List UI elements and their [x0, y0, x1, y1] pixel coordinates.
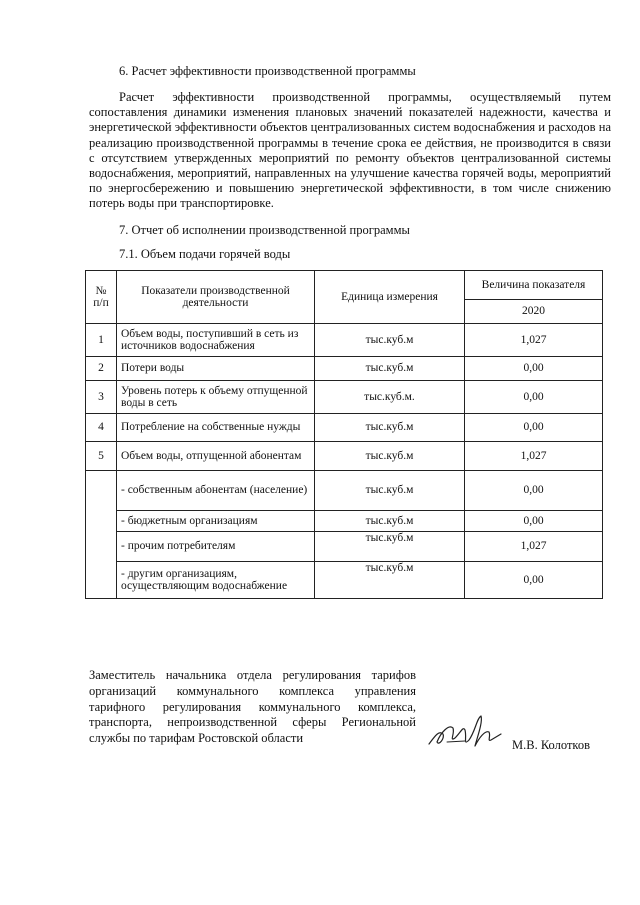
- handwritten-signature: [425, 712, 505, 756]
- row-value: 0,00: [465, 357, 603, 381]
- row-value: 0,00: [465, 414, 603, 442]
- row-unit: тыс.куб.м: [315, 442, 465, 471]
- row-unit: тыс.куб.м: [315, 414, 465, 442]
- row-value: 0,00: [465, 471, 603, 511]
- row-name: - прочим потребителям: [117, 532, 315, 562]
- row-unit: тыс.куб.м: [315, 562, 465, 599]
- header-indicator: Показатели производственной деятельности: [117, 271, 315, 324]
- table-row: [86, 357, 603, 381]
- row-name: Потери воды: [117, 357, 315, 381]
- row-unit: тыс.куб.м: [315, 357, 465, 381]
- header-unit: Единица измерения: [315, 271, 465, 324]
- row-name: - бюджетным организациям: [117, 511, 315, 532]
- row-num: 5: [86, 442, 117, 471]
- row-unit: тыс.куб.м: [315, 324, 465, 357]
- row-num: [86, 471, 117, 599]
- table-row: [86, 324, 603, 357]
- water-supply-table: [85, 270, 603, 599]
- row-name: Уровень потерь к объему отпущенной воды в сеть: [117, 381, 315, 414]
- table-row: [86, 562, 603, 599]
- row-unit: тыс.куб.м: [315, 532, 465, 562]
- header-year: 2020: [465, 300, 603, 324]
- row-value: 0,00: [465, 381, 603, 414]
- table-row: [86, 414, 603, 442]
- table-row: [86, 381, 603, 414]
- section-7-heading: 7. Отчет об исполнении производственной программы: [119, 223, 410, 237]
- table-row: [86, 442, 603, 471]
- row-name: Объем воды, поступивший в сеть из источников водоснабжения: [117, 324, 315, 357]
- header-num: № п/п: [86, 271, 117, 324]
- row-value: 1,027: [465, 324, 603, 357]
- row-value: 1,027: [465, 442, 603, 471]
- row-name: - другим организациям, осуществляющим водоснабжение: [117, 562, 315, 599]
- row-num: 4: [86, 414, 117, 442]
- section-6-paragraph: [89, 90, 611, 212]
- table-row: [86, 511, 603, 532]
- row-num: 3: [86, 381, 117, 414]
- row-num: 1: [86, 324, 117, 357]
- table-row: [86, 532, 603, 562]
- signatory-name: М.В. Колотков: [512, 738, 591, 752]
- header-value: Величина показателя: [465, 271, 603, 300]
- row-value: 0,00: [465, 511, 603, 532]
- table-row: [86, 471, 603, 511]
- row-unit: тыс.куб.м: [315, 471, 465, 511]
- section-6-heading: 6. Расчет эффективности производственной программы: [119, 64, 416, 78]
- section-6-paragraph-text: Расчет эффективности производственной программы, осуществляемый путем сопоставления динамики изменения плановых значений показателей надежности, качества и энергетической эффективности объектов централизованных систем водоснабжения и расходов на реализацию производственной программы в течение срока ее действия, не производится в связи с отсутствием утвержденных мероприятий по ремонту объектов централизованной системы водоснабжения, мероприятий, направленных на улучшение качества горячей воды, мероприятий по энергосбережению и повышению энергетической эффективности, в том числе снижению потерь воды при транспортировке.: [89, 90, 611, 211]
- signatory-position: Заместитель начальника отдела регулирования тарифов организаций коммунального комплекса управления тарифного регулирования коммунального комплекса, транспорта, непроизводственной сферы Региональной службы по тарифам Ростовской области: [89, 668, 416, 746]
- row-value: 1,027: [465, 532, 603, 562]
- row-name: Объем воды, отпущенной абонентам: [117, 442, 315, 471]
- section-7-1-subheading: 7.1. Объем подачи горячей воды: [119, 247, 291, 261]
- row-name: Потребление на собственные нужды: [117, 414, 315, 442]
- row-unit: тыс.куб.м: [315, 511, 465, 532]
- row-name: - собственным абонентам (население): [117, 471, 315, 511]
- row-value: 0,00: [465, 562, 603, 599]
- row-unit: тыс.куб.м.: [315, 381, 465, 414]
- row-num: 2: [86, 357, 117, 381]
